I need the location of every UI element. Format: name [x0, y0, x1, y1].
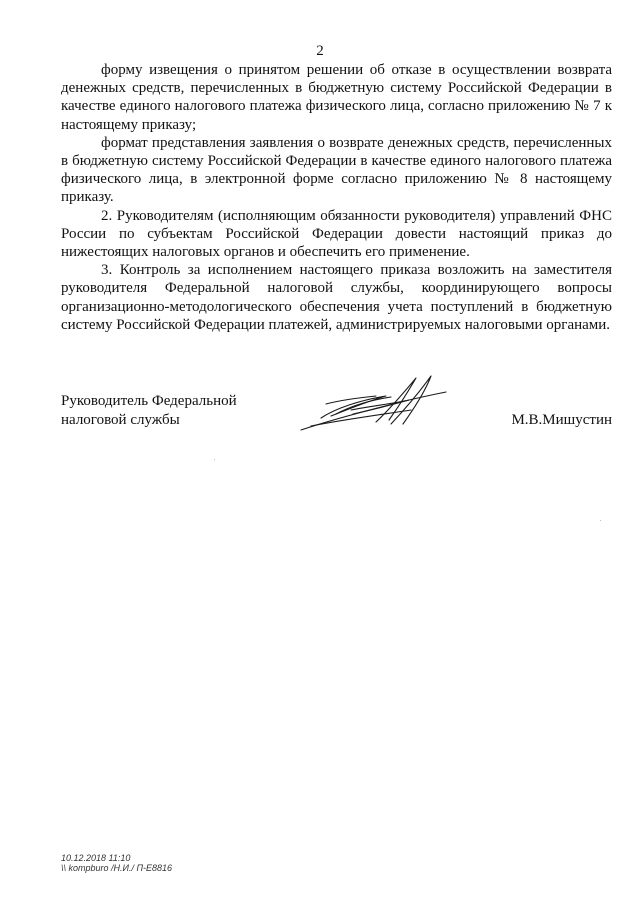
- signatory-title: [61, 392, 301, 429]
- scan-speck: [214, 459, 215, 460]
- signatory-name: М.В.Мишустин: [511, 412, 612, 428]
- footer-stamp: [61, 853, 172, 873]
- paragraph-form-notice: форму извещения о принятом решении об отказе в осуществлении возврата денежных средств, перечисленных в бюджетную систему Российской Федерации в качестве единого налогового платежа физического лица, согласно приложению № 7 к настоящему приказу;: [61, 62, 612, 133]
- page-number: 2: [316, 43, 324, 59]
- paragraph-item-2: 2. Руководителям (исполняющим обязанности руководителя) управлений ФНС России по субъектам Российской Федерации довести настоящий приказ до нижестоящих налоговых органов и обеспечить его применение.: [61, 207, 612, 261]
- footer-reference: \\ kompburo /Н.И./ П-Е8816: [61, 863, 173, 873]
- paragraph-application-format: формат представления заявления о возврате денежных средств, перечисленных в бюджетную систему Российской Федерации в качестве единого налогового платежа физического лица, в электронной форме согласно приложению № 8 настоящему приказу.: [61, 134, 612, 206]
- signatory-title-line-2: налоговой службы: [61, 411, 180, 428]
- signatory-title-line-1: Руководитель Федеральной: [61, 393, 237, 409]
- footer-timestamp: 10.12.2018 11:10: [61, 853, 131, 863]
- paragraph-item-3: 3. Контроль за исполнением настоящего приказа возложить на заместителя руководителя Федеральной налоговой службы, координирующего вопросы организационно-методологического обеспечения учета поступлений в бюджетную систему Российской Федерации платежей, администрируемых налоговыми органами.: [61, 262, 612, 333]
- signature-block: [61, 392, 612, 452]
- handwritten-signature-icon: [291, 370, 451, 440]
- scan-speck: [600, 520, 601, 521]
- document-body: [61, 61, 612, 334]
